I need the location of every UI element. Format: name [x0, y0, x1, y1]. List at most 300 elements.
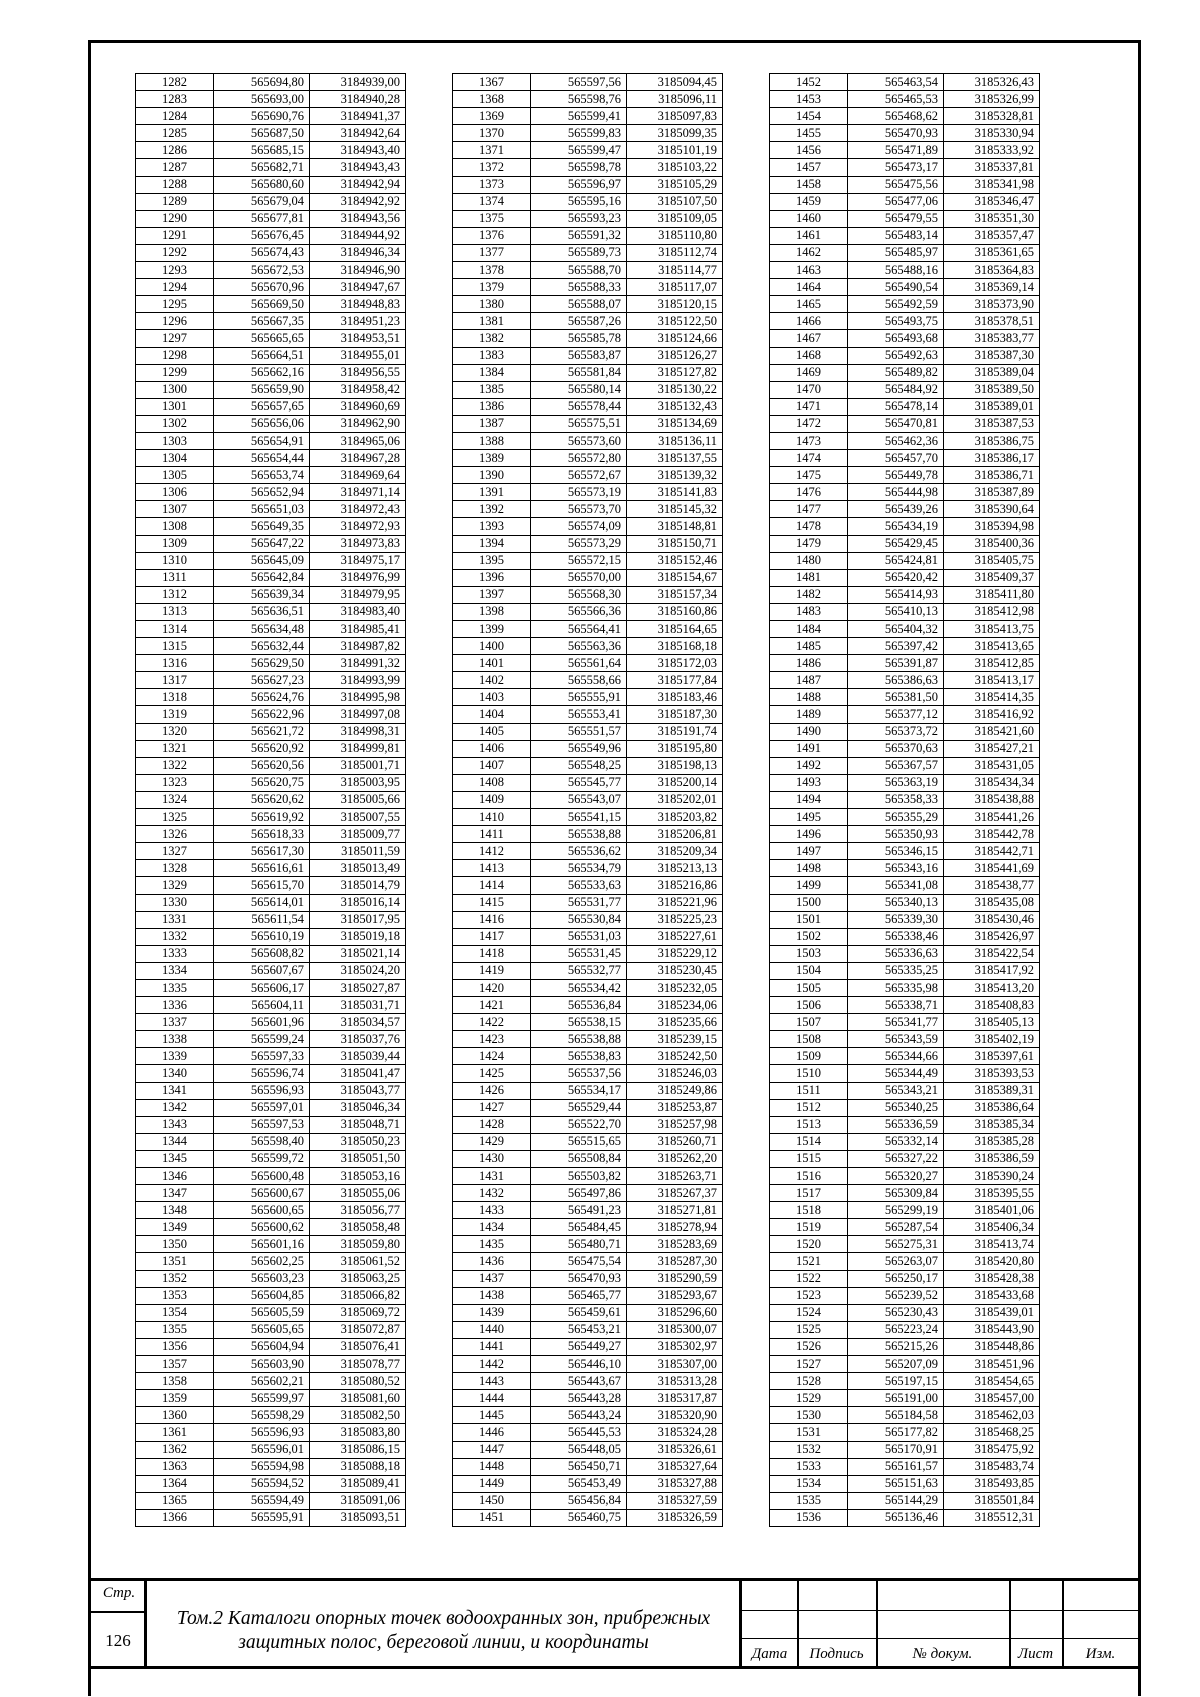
coordinate-y: 3185039,44: [310, 1048, 406, 1065]
point-number: 1410: [453, 809, 531, 826]
coordinate-x: 565490,54: [848, 279, 944, 296]
coordinate-y: 3184983,40: [310, 603, 406, 620]
coordinate-y: 3185416,92: [944, 706, 1040, 723]
point-number: 1296: [136, 313, 214, 330]
coordinate-x: 565588,33: [531, 279, 627, 296]
coordinate-x: 565583,87: [531, 347, 627, 364]
table-row: [453, 603, 723, 620]
coordinate-x: 565575,51: [531, 415, 627, 432]
table-row: [770, 843, 1040, 860]
table-row: [453, 313, 723, 330]
table-row: [770, 774, 1040, 791]
table-row: [453, 1287, 723, 1304]
point-number: 1456: [770, 142, 848, 159]
coordinate-y: 3185417,92: [944, 962, 1040, 979]
coordinate-x: 565503,82: [531, 1168, 627, 1185]
coordinate-y: 3185278,94: [627, 1219, 723, 1236]
table-row: [770, 518, 1040, 535]
coordinate-x: 565551,57: [531, 723, 627, 740]
point-number: 1362: [136, 1441, 214, 1458]
table-row: [770, 791, 1040, 808]
coordinate-x: 565573,60: [531, 432, 627, 449]
point-number: 1323: [136, 774, 214, 791]
coordinate-x: 565414,93: [848, 586, 944, 603]
point-number: 1347: [136, 1185, 214, 1202]
table-row: [453, 1356, 723, 1373]
table-row: [453, 689, 723, 706]
table-row: [770, 193, 1040, 210]
coordinate-x: 565600,65: [214, 1202, 310, 1219]
coordinate-x: 565332,14: [848, 1133, 944, 1150]
table-row: [136, 1099, 406, 1116]
point-number: 1373: [453, 176, 531, 193]
coordinate-y: 3184976,99: [310, 569, 406, 586]
table-row: [136, 655, 406, 672]
coordinate-y: 3185007,55: [310, 809, 406, 826]
coordinate-y: 3185387,30: [944, 347, 1040, 364]
coordinate-x: 565639,34: [214, 586, 310, 603]
coordinate-x: 565230,43: [848, 1304, 944, 1321]
table-row: [136, 467, 406, 484]
coordinate-y: 3185097,83: [627, 108, 723, 125]
coordinate-x: 565343,59: [848, 1031, 944, 1048]
table-row: [770, 535, 1040, 552]
coordinate-x: 565610,19: [214, 928, 310, 945]
coordinate-y: 3185364,83: [944, 262, 1040, 279]
table-row: [136, 347, 406, 364]
point-number: 1487: [770, 672, 848, 689]
point-number: 1407: [453, 757, 531, 774]
point-number: 1387: [453, 415, 531, 432]
coordinate-x: 565477,06: [848, 193, 944, 210]
coordinate-y: 3185401,06: [944, 1202, 1040, 1219]
point-number: 1426: [453, 1082, 531, 1099]
coordinate-x: 565335,98: [848, 979, 944, 996]
table-row: [770, 330, 1040, 347]
coordinate-x: 565607,67: [214, 962, 310, 979]
coordinate-y: 3185172,03: [627, 655, 723, 672]
point-number: 1365: [136, 1492, 214, 1509]
coordinate-x: 565620,62: [214, 791, 310, 808]
table-row: [136, 1356, 406, 1373]
table-row: [136, 979, 406, 996]
coordinate-y: 3185287,30: [627, 1253, 723, 1270]
point-number: 1439: [453, 1304, 531, 1321]
table-row: [770, 962, 1040, 979]
coordinate-x: 565558,66: [531, 672, 627, 689]
coordinate-y: 3185031,71: [310, 997, 406, 1014]
point-number: 1320: [136, 723, 214, 740]
coordinate-x: 565336,59: [848, 1116, 944, 1133]
coordinate-y: 3185126,27: [627, 347, 723, 364]
coordinate-x: 565599,83: [531, 125, 627, 142]
coordinate-y: 3185112,74: [627, 244, 723, 261]
point-number: 1354: [136, 1304, 214, 1321]
table-row: [453, 997, 723, 1014]
coordinate-x: 565549,96: [531, 740, 627, 757]
table-row: [770, 1202, 1040, 1219]
point-number: 1478: [770, 518, 848, 535]
coordinate-y: 3185096,11: [627, 91, 723, 108]
point-number: 1349: [136, 1219, 214, 1236]
point-number: 1350: [136, 1236, 214, 1253]
point-number: 1319: [136, 706, 214, 723]
table-row: [136, 108, 406, 125]
point-number: 1300: [136, 381, 214, 398]
coordinate-x: 565327,22: [848, 1150, 944, 1167]
point-number: 1338: [136, 1031, 214, 1048]
table-row: [453, 1441, 723, 1458]
table-row: [136, 809, 406, 826]
coordinate-x: 565649,35: [214, 518, 310, 535]
coordinate-x: 565578,44: [531, 398, 627, 415]
coordinate-x: 565604,94: [214, 1338, 310, 1355]
point-number: 1514: [770, 1133, 848, 1150]
sheet-column-label: Лист: [1017, 1646, 1054, 1662]
coordinate-x: 565601,16: [214, 1236, 310, 1253]
coordinate-x: 565676,45: [214, 227, 310, 244]
coordinate-x: 565694,80: [214, 74, 310, 91]
table-row: [453, 227, 723, 244]
coordinate-y: 3184942,64: [310, 125, 406, 142]
point-number: 1321: [136, 740, 214, 757]
coordinate-x: 565529,44: [531, 1099, 627, 1116]
coordinate-x: 565561,64: [531, 655, 627, 672]
point-number: 1339: [136, 1048, 214, 1065]
point-number: 1380: [453, 296, 531, 313]
table-row: [136, 894, 406, 911]
coordinate-y: 3184967,28: [310, 450, 406, 467]
table-row: [453, 809, 723, 826]
point-number: 1497: [770, 843, 848, 860]
table-row: [453, 723, 723, 740]
coordinate-x: 565596,01: [214, 1441, 310, 1458]
coordinate-x: 565488,16: [848, 262, 944, 279]
coordinate-x: 565534,79: [531, 860, 627, 877]
coordinate-x: 565341,77: [848, 1014, 944, 1031]
coordinate-y: 3185389,04: [944, 364, 1040, 381]
point-number: 1433: [453, 1202, 531, 1219]
coordinate-y: 3185430,46: [944, 911, 1040, 928]
table-row: [453, 125, 723, 142]
table-row: [453, 911, 723, 928]
coordinate-x: 565429,45: [848, 535, 944, 552]
coordinate-y: 3185137,55: [627, 450, 723, 467]
coordinate-y: 3185136,11: [627, 432, 723, 449]
coordinate-y: 3185091,06: [310, 1492, 406, 1509]
coordinate-y: 3185451,96: [944, 1356, 1040, 1373]
point-number: 1481: [770, 569, 848, 586]
coordinate-y: 3185017,95: [310, 911, 406, 928]
point-number: 1384: [453, 364, 531, 381]
coordinate-y: 3185483,74: [944, 1458, 1040, 1475]
coordinate-x: 565424,81: [848, 552, 944, 569]
coordinate-y: 3185402,19: [944, 1031, 1040, 1048]
coordinate-y: 3185387,89: [944, 484, 1040, 501]
table-row: [770, 125, 1040, 142]
table-row: [136, 860, 406, 877]
coordinate-x: 565657,65: [214, 398, 310, 415]
table-row: [770, 262, 1040, 279]
coordinate-y: 3185213,13: [627, 860, 723, 877]
point-number: 1462: [770, 244, 848, 261]
coordinate-y: 3184955,01: [310, 347, 406, 364]
table-row: [453, 1475, 723, 1492]
coordinate-x: 565573,29: [531, 535, 627, 552]
table-row: [770, 381, 1040, 398]
coordinate-x: 565377,12: [848, 706, 944, 723]
coordinate-y: 3185385,34: [944, 1116, 1040, 1133]
coordinate-x: 565534,17: [531, 1082, 627, 1099]
point-number: 1485: [770, 638, 848, 655]
coordinate-x: 565239,52: [848, 1287, 944, 1304]
coordinate-x: 565484,45: [531, 1219, 627, 1236]
coordinate-y: 3185412,85: [944, 655, 1040, 672]
coordinate-y: 3185457,00: [944, 1390, 1040, 1407]
table-row: [453, 962, 723, 979]
coordinate-x: 565223,24: [848, 1321, 944, 1338]
coordinate-x: 565491,23: [531, 1202, 627, 1219]
coordinate-y: 3185475,92: [944, 1441, 1040, 1458]
table-row: [453, 1321, 723, 1338]
table-row: [770, 1338, 1040, 1355]
coordinate-x: 565367,57: [848, 757, 944, 774]
coordinate-x: 565605,65: [214, 1321, 310, 1338]
table-row: [770, 911, 1040, 928]
table-row: [453, 296, 723, 313]
table-row: [770, 1065, 1040, 1082]
point-number: 1471: [770, 398, 848, 415]
coordinate-x: 565177,82: [848, 1424, 944, 1441]
table-row: [770, 1373, 1040, 1390]
point-number: 1398: [453, 603, 531, 620]
coordinate-y: 3185428,38: [944, 1270, 1040, 1287]
coordinate-y: 3184973,83: [310, 535, 406, 552]
coordinate-x: 565492,63: [848, 347, 944, 364]
coordinate-x: 565263,07: [848, 1253, 944, 1270]
coordinate-x: 565299,19: [848, 1202, 944, 1219]
point-number: 1326: [136, 826, 214, 843]
table-row: [136, 74, 406, 91]
table-row: [770, 877, 1040, 894]
coordinate-x: 565344,49: [848, 1065, 944, 1082]
table-row: [453, 330, 723, 347]
title-block: [88, 1578, 1141, 1669]
point-number: 1292: [136, 244, 214, 261]
coordinate-y: 3185139,32: [627, 467, 723, 484]
coordinate-y: 3184943,43: [310, 159, 406, 176]
table-row: [770, 586, 1040, 603]
table-row: [453, 860, 723, 877]
coordinate-x: 565536,84: [531, 997, 627, 1014]
coordinate-y: 3185386,64: [944, 1099, 1040, 1116]
point-number: 1337: [136, 1014, 214, 1031]
point-number: 1388: [453, 432, 531, 449]
point-number: 1491: [770, 740, 848, 757]
point-number: 1412: [453, 843, 531, 860]
coordinate-x: 565497,86: [531, 1185, 627, 1202]
coordinate-x: 565588,07: [531, 296, 627, 313]
point-number: 1297: [136, 330, 214, 347]
point-number: 1381: [453, 313, 531, 330]
point-number: 1528: [770, 1373, 848, 1390]
point-number: 1377: [453, 244, 531, 261]
coordinate-y: 3185086,15: [310, 1441, 406, 1458]
table-row: [770, 689, 1040, 706]
point-number: 1431: [453, 1168, 531, 1185]
table-row: [136, 364, 406, 381]
point-number: 1464: [770, 279, 848, 296]
table-row: [453, 193, 723, 210]
coordinate-y: 3185130,22: [627, 381, 723, 398]
table-row: [453, 450, 723, 467]
coordinate-y: 3185072,87: [310, 1321, 406, 1338]
table-row: [453, 484, 723, 501]
coordinate-x: 565672,53: [214, 262, 310, 279]
coordinate-y: 3185003,95: [310, 774, 406, 791]
table-row: [136, 672, 406, 689]
coordinate-y: 3185066,82: [310, 1287, 406, 1304]
point-number: 1325: [136, 809, 214, 826]
coordinate-x: 565541,15: [531, 809, 627, 826]
table-row: [770, 552, 1040, 569]
table-row: [136, 330, 406, 347]
point-number: 1351: [136, 1253, 214, 1270]
coordinate-y: 3184971,14: [310, 484, 406, 501]
coordinate-x: 565151,63: [848, 1475, 944, 1492]
point-number: 1424: [453, 1048, 531, 1065]
coordinate-x: 565598,29: [214, 1407, 310, 1424]
table-row: [453, 1014, 723, 1031]
coordinate-x: 565597,33: [214, 1048, 310, 1065]
point-number: 1361: [136, 1424, 214, 1441]
table-row: [453, 1253, 723, 1270]
coordinate-y: 3185397,61: [944, 1048, 1040, 1065]
coordinate-y: 3185257,98: [627, 1116, 723, 1133]
point-number: 1421: [453, 997, 531, 1014]
point-number: 1382: [453, 330, 531, 347]
coordinate-x: 565465,77: [531, 1287, 627, 1304]
coordinate-y: 3185307,00: [627, 1356, 723, 1373]
coordinate-x: 565595,16: [531, 193, 627, 210]
coordinate-x: 565616,61: [214, 860, 310, 877]
table-row: [136, 450, 406, 467]
point-number: 1458: [770, 176, 848, 193]
coordinate-y: 3185101,19: [627, 142, 723, 159]
point-number: 1391: [453, 484, 531, 501]
table-row: [136, 1219, 406, 1236]
table-row: [453, 791, 723, 808]
coordinate-y: 3185105,29: [627, 176, 723, 193]
point-number: 1499: [770, 877, 848, 894]
point-number: 1482: [770, 586, 848, 603]
coordinate-x: 565597,01: [214, 1099, 310, 1116]
coordinate-y: 3185083,80: [310, 1424, 406, 1441]
table-row: [770, 1099, 1040, 1116]
coordinate-y: 3185468,25: [944, 1424, 1040, 1441]
table-row: [453, 1492, 723, 1509]
table-row: [136, 1287, 406, 1304]
coordinate-y: 3185127,82: [627, 364, 723, 381]
point-number: 1313: [136, 603, 214, 620]
coordinate-x: 565443,67: [531, 1373, 627, 1390]
table-row: [770, 1458, 1040, 1475]
point-number: 1524: [770, 1304, 848, 1321]
point-number: 1536: [770, 1509, 848, 1526]
point-number: 1506: [770, 997, 848, 1014]
coordinate-x: 565570,00: [531, 569, 627, 586]
table-row: [770, 501, 1040, 518]
point-number: 1493: [770, 774, 848, 791]
table-row: [770, 91, 1040, 108]
table-row: [453, 1390, 723, 1407]
coordinate-x: 565651,03: [214, 501, 310, 518]
table-row: [453, 535, 723, 552]
point-number: 1359: [136, 1390, 214, 1407]
point-number: 1453: [770, 91, 848, 108]
point-number: 1525: [770, 1321, 848, 1338]
coordinate-x: 565620,75: [214, 774, 310, 791]
point-number: 1529: [770, 1390, 848, 1407]
coordinate-y: 3185253,87: [627, 1099, 723, 1116]
point-number: 1286: [136, 142, 214, 159]
point-number: 1472: [770, 415, 848, 432]
coordinate-x: 565564,41: [531, 621, 627, 638]
coordinate-y: 3185164,65: [627, 621, 723, 638]
point-number: 1498: [770, 860, 848, 877]
coordinate-y: 3185326,59: [627, 1509, 723, 1526]
coordinate-x: 565483,14: [848, 227, 944, 244]
table-row: [453, 569, 723, 586]
point-number: 1509: [770, 1048, 848, 1065]
point-number: 1363: [136, 1458, 214, 1475]
table-row: [453, 381, 723, 398]
coordinate-y: 3185512,31: [944, 1509, 1040, 1526]
coordinate-x: 565687,50: [214, 125, 310, 142]
coordinate-x: 565136,46: [848, 1509, 944, 1526]
coordinate-y: 3185069,72: [310, 1304, 406, 1321]
table-row: [453, 672, 723, 689]
point-number: 1368: [453, 91, 531, 108]
coordinate-x: 565478,14: [848, 398, 944, 415]
table-row: [770, 279, 1040, 296]
point-number: 1408: [453, 774, 531, 791]
table-row: [136, 1304, 406, 1321]
coordinate-table-3: [769, 73, 1040, 1527]
coordinate-x: 565587,26: [531, 313, 627, 330]
coordinate-x: 565581,84: [531, 364, 627, 381]
table-row: [770, 1185, 1040, 1202]
coordinate-y: 3185283,69: [627, 1236, 723, 1253]
coordinate-y: 3185050,23: [310, 1133, 406, 1150]
coordinate-x: 565624,76: [214, 689, 310, 706]
point-number: 1306: [136, 484, 214, 501]
point-number: 1417: [453, 928, 531, 945]
coordinate-y: 3185200,14: [627, 774, 723, 791]
point-number: 1526: [770, 1338, 848, 1355]
coordinate-x: 565605,59: [214, 1304, 310, 1321]
coordinate-y: 3185198,13: [627, 757, 723, 774]
point-number: 1418: [453, 945, 531, 962]
coordinate-x: 565341,08: [848, 877, 944, 894]
coordinate-y: 3185114,77: [627, 262, 723, 279]
coordinate-y: 3185046,34: [310, 1099, 406, 1116]
coordinate-x: 565629,50: [214, 655, 310, 672]
table-row: [136, 1509, 406, 1526]
table-row: [136, 501, 406, 518]
coordinate-x: 565538,83: [531, 1048, 627, 1065]
coordinate-x: 565443,28: [531, 1390, 627, 1407]
